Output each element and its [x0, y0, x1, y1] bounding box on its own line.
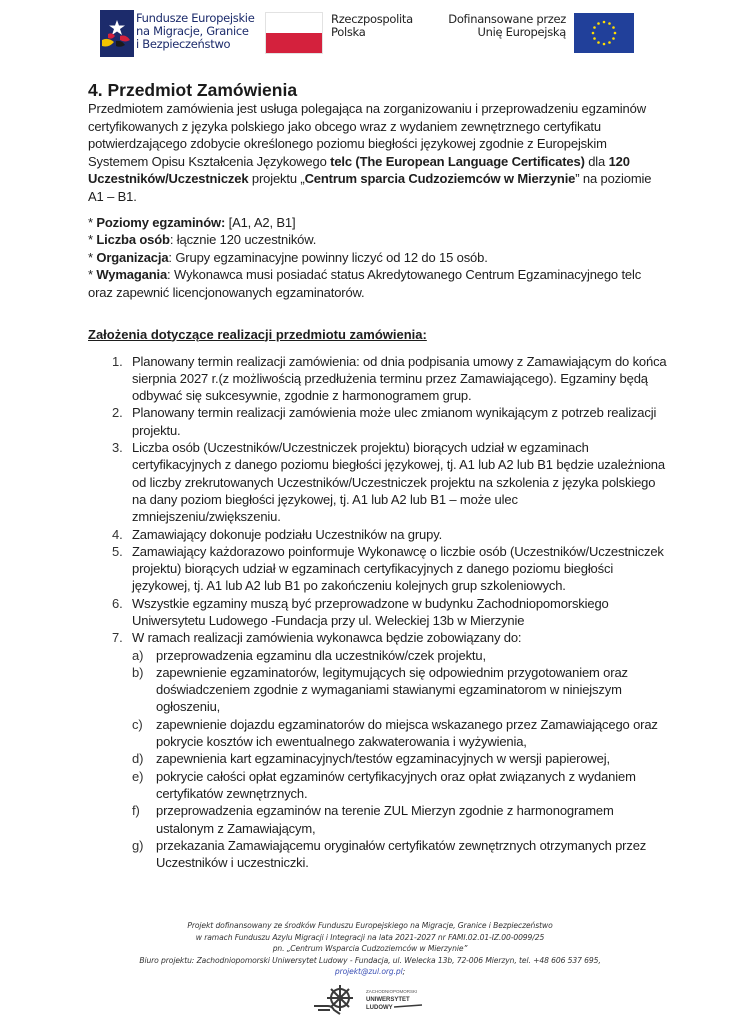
list-text: Liczba osób (Uczestników/Uczestniczek projektu) biorących udział w egzaminach certyfikacyjnych z danego poziomu biegłości językowej, tj. A1 lub A2 lub B1 będzie uzależniona od liczby zrekrutowanych Uczestników/Uczestniczek projektu na szkolenia z języka polskiego na dany poziom biegłości językowej, tj. A1 lub A2 lub B1 – może ulec zmniejszeniu/zwiększeniu.: [132, 440, 665, 525]
bullet-label: Wymagania: [96, 267, 168, 283]
sublist-item: [132, 750, 668, 767]
footer-line-3: pn. „Centrum Wsparcia Cudzoziemców w Mierzynie”: [272, 944, 468, 953]
section-title: 4. Przedmiot Zamówienia: [88, 80, 298, 100]
svg-text:ZACHODNIOPOMORSKI: ZACHODNIOPOMORSKI: [366, 989, 418, 994]
list-text: Wszystkie egzaminy muszą być przeprowadzone w budynku Zachodniopomorskiego Uniwersytetu Ludowego -Fundacja przy ul. Weleckiej 13b w Mierzynie: [132, 595, 609, 628]
bullet-star: *: [88, 249, 97, 265]
list-number: 5.: [112, 543, 123, 559]
sublist-item: [132, 837, 668, 872]
section-intro: [88, 100, 668, 206]
sublist-letter: d): [132, 751, 144, 767]
document-header: [0, 0, 730, 66]
bullet-text: : Wykonawca musi posiadać status Akredytowanego Centrum Egzaminacyjnego telc oraz zapewnić licencjonowanych egzaminatorów.: [88, 267, 642, 300]
svg-text:LUDOWY: LUDOWY: [366, 1005, 393, 1011]
funds-eu-line-2: na Migracje, Granice: [136, 24, 249, 38]
sublist-text: przekazania Zamawiającemu oryginałów certyfikatów zewnętrznych otrzymanych przez Uczestników i uczestniczki.: [156, 837, 647, 871]
list-number: 4.: [112, 526, 123, 542]
bullet-label: Organizacja: [96, 249, 169, 265]
bullet-label: Liczba osób: [96, 232, 170, 248]
sublist-item: [132, 768, 668, 803]
sublist-item: [132, 647, 668, 664]
list-text: Zamawiający każdorazowo poinformuje Wykonawcę o liczbie osób (Uczestników/Uczestniczek projektu) biorących udział w egzaminach certyfikacyjnych z danego poziomu biegłości językowej, tj. A1 lub A2 lub B1 po zakończeniu kolejnych grup szkoleniowych.: [132, 543, 664, 594]
eu-line-1: Dofinansowane przez: [448, 12, 566, 26]
list-number: 1.: [112, 353, 123, 369]
requirements-list: [88, 214, 668, 302]
sublist-text: zapewnienie egzaminatorów, legitymujących się odpowiednim przygotowaniem oraz doświadczeniem zgodnie z wymaganiami stawianymi egzaminatorom w niniejszym ogłoszeniu,: [156, 664, 628, 715]
bullet-star: *: [88, 267, 97, 283]
email-suffix: ;: [402, 967, 406, 976]
svg-text:UNIWERSYTET: UNIWERSYTET: [366, 997, 410, 1003]
list-number: 3.: [112, 440, 123, 456]
rp-line-1: Rzeczpospolita: [331, 12, 413, 26]
sublist-text: zapewnienie dojazdu egzaminatorów do miejsca wskazanego przez Zamawiającego oraz pokrycie kosztów ich ewentualnego zakwaterowania i wyżywienia,: [156, 716, 658, 750]
rp-line-2: Polska: [331, 25, 366, 39]
footer-email-line: [90, 966, 650, 978]
sublist-text: przeprowadzenia egzaminów na terenie ZUL Mierzyn zgodnie z harmonogramem ustalonym z Zamawiającym,: [156, 803, 614, 836]
intro-text-2: dla: [584, 153, 609, 169]
bullet-star: *: [88, 232, 97, 248]
bullet-label: Poziomy egzaminów:: [96, 214, 226, 230]
funds-eu-line-3: i Bezpieczeństwo: [136, 37, 231, 51]
footer-line-4: Biuro projektu: Zachodniopomorski Uniwersytet Ludowy - Fundacja, ul. Welecka 13b, 72-006 Mierzyn, tel. +48 606 537 695,: [139, 955, 601, 965]
obligations-sublist: [132, 647, 668, 872]
footer-line-1: Projekt dofinansowany ze środków Funduszu Europejskiego na Migracje, Granice i Bezpieczeństwo: [187, 921, 553, 930]
intro-text-1: Przedmiotem zamówienia jest usługa polegająca na zorganizowaniu i przeprowadzeniu egzaminów certyfikowanych z języka polskiego jako obcego wraz z wydaniem zewnętrznego certyfikatu potwierdzającego zdobycie określonego poziomu biegłości językowej zgodnie z Europejskim Systemem Opisu Kształcenia Językowego: [88, 101, 646, 169]
list-text: Zamawiający dokonuje podziału Uczestników na grupy.: [132, 526, 443, 542]
list-text: W ramach realizacji zamówienia wykonawca będzie zobowiązany do:: [132, 630, 522, 646]
intro-text-3: projektu „: [248, 171, 305, 187]
list-item: [88, 595, 668, 630]
intro-bold-telc: telc (The European Language Certificates): [330, 153, 585, 169]
list-number: 7.: [112, 630, 123, 646]
eu-flag-icon: [574, 13, 634, 53]
sublist-letter: e): [132, 768, 144, 784]
intro-bold-participants: 120 Uczestników/Uczestniczek: [88, 153, 630, 187]
sublist-letter: c): [132, 716, 143, 732]
list-number: 2.: [112, 405, 123, 421]
footer-line-2: w ramach Funduszu Azylu Migracji i Integracji na lata 2021-2027 nr FAMI.02.01-IZ.00-0099/25: [195, 932, 545, 942]
list-item: [88, 404, 668, 439]
list-item: [88, 543, 668, 595]
requirement-count: [88, 231, 668, 249]
list-item: [88, 629, 668, 871]
bullet-text: [A1, A2, B1]: [225, 214, 296, 230]
sublist-text: zapewnienia kart egzaminacyjnych/testów egzaminacyjnych w wersji papierowej,: [156, 751, 610, 767]
document-footer: [90, 920, 650, 978]
bullet-text: : Grupy egzaminacyjne powinny liczyć od 12 do 15 osób.: [168, 249, 488, 265]
sublist-letter: g): [132, 837, 144, 853]
requirement-organization: [88, 249, 668, 267]
requirement-levels: [88, 214, 668, 232]
list-number: 6.: [112, 595, 123, 611]
sublist-text: przeprowadzenia egzaminu dla uczestników/czek projektu,: [156, 647, 486, 663]
list-text: Planowany termin realizacji zamówienia: od dnia podpisania umowy z Zamawiającym do końca sierpnia 2027 r.(z możliwością przedłużenia terminu przez Zamawiającego). Egzaminy będą odbywać się sukcesywnie, zgodnie z harmonogramem grup.: [132, 353, 667, 404]
zul-ship-wheel-logo-icon: [312, 982, 452, 1018]
bullet-text: : łącznie 120 uczestników.: [169, 232, 317, 248]
list-item: [88, 439, 668, 525]
eu-cofunded-text: [430, 13, 566, 39]
intro-bold-project: Centrum sparcia Cudzoziemców w Mierzynie: [304, 171, 576, 187]
polish-flag-icon: [265, 12, 323, 54]
polish-republic-text: [331, 13, 413, 39]
requirement-conditions: [88, 266, 668, 301]
list-item: [88, 526, 668, 543]
funds-eu-line-1: Fundusze Europejskie: [136, 11, 255, 25]
document-body: [88, 80, 668, 871]
sublist-item: [132, 802, 668, 837]
assumptions-list: [88, 353, 668, 872]
sublist-item: [132, 716, 668, 751]
list-text: Planowany termin realizacji zamówienia może ulec zmianom wynikającym z potrzeb realizacji projektu.: [132, 405, 657, 438]
sublist-letter: f): [132, 803, 140, 819]
funds-eu-logo-text: [136, 12, 254, 51]
email-link[interactable]: projekt@zul.org.pl: [334, 967, 403, 976]
intro-text-4: ” na poziomie A1 – B1.: [88, 171, 652, 204]
sublist-letter: b): [132, 664, 144, 680]
list-item: [88, 353, 668, 405]
bullet-star: *: [88, 214, 97, 230]
sublist-text: pokrycie całości opłat egzaminów certyfikacyjnych oraz opłat związanych z wydaniem certyfikatów zewnętrznych.: [156, 768, 636, 801]
eu-line-2: Unię Europejską: [477, 25, 566, 39]
assumptions-title: Założenia dotyczące realizacji przedmiotu zamówienia:: [88, 326, 427, 342]
sublist-letter: a): [132, 647, 144, 663]
funds-eu-logo-icon: [100, 10, 134, 57]
sublist-item: [132, 664, 668, 716]
